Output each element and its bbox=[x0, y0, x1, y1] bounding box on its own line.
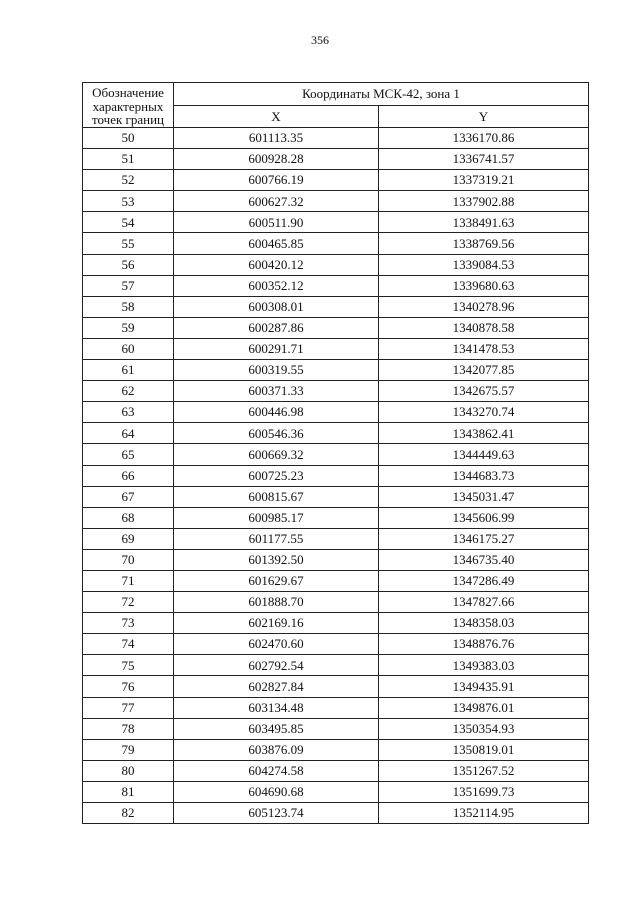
table-row bbox=[83, 781, 589, 802]
x-coordinate-cell: 600420.12 bbox=[174, 254, 379, 275]
x-coordinate-cell: 600669.32 bbox=[174, 444, 379, 465]
point-number-cell: 60 bbox=[83, 338, 174, 359]
table-row bbox=[83, 718, 589, 739]
table-row bbox=[83, 549, 589, 570]
table-row bbox=[83, 760, 589, 781]
y-coordinate-cell: 1351267.52 bbox=[379, 760, 589, 781]
table-row bbox=[83, 317, 589, 338]
point-number-cell: 70 bbox=[83, 549, 174, 570]
point-number-cell: 68 bbox=[83, 507, 174, 528]
table-row bbox=[83, 465, 589, 486]
x-coordinate-cell: 600511.90 bbox=[174, 212, 379, 233]
y-coordinate-cell: 1341478.53 bbox=[379, 338, 589, 359]
point-number-cell: 57 bbox=[83, 275, 174, 296]
table-body bbox=[83, 128, 589, 824]
x-coordinate-cell: 600352.12 bbox=[174, 275, 379, 296]
point-number-cell: 82 bbox=[83, 803, 174, 824]
table-row bbox=[83, 233, 589, 254]
y-coordinate-cell: 1342077.85 bbox=[379, 360, 589, 381]
x-coordinate-cell: 601113.35 bbox=[174, 128, 379, 149]
y-coordinate-cell: 1344683.73 bbox=[379, 465, 589, 486]
y-coordinate-cell: 1339680.63 bbox=[379, 275, 589, 296]
table-row bbox=[83, 486, 589, 507]
y-coordinate-cell: 1349383.03 bbox=[379, 655, 589, 676]
y-coordinate-cell: 1342675.57 bbox=[379, 381, 589, 402]
table-row bbox=[83, 507, 589, 528]
x-coordinate-cell: 602169.16 bbox=[174, 613, 379, 634]
table-row bbox=[83, 634, 589, 655]
coordinates-group-header: Координаты МСК-42, зона 1 bbox=[174, 83, 589, 106]
point-number-cell: 67 bbox=[83, 486, 174, 507]
x-coordinate-cell: 600371.33 bbox=[174, 381, 379, 402]
x-coordinate-cell: 602827.84 bbox=[174, 676, 379, 697]
table-row bbox=[83, 739, 589, 760]
coordinates-table bbox=[82, 82, 589, 824]
table-row bbox=[83, 212, 589, 233]
point-number-cell: 61 bbox=[83, 360, 174, 381]
x-coordinate-cell: 600985.17 bbox=[174, 507, 379, 528]
table-row bbox=[83, 128, 589, 149]
table-row bbox=[83, 676, 589, 697]
table-row bbox=[83, 149, 589, 170]
x-coordinate-cell: 602470.60 bbox=[174, 634, 379, 655]
point-number-cell: 66 bbox=[83, 465, 174, 486]
y-coordinate-cell: 1340878.58 bbox=[379, 317, 589, 338]
x-coordinate-cell: 603876.09 bbox=[174, 739, 379, 760]
point-number-cell: 77 bbox=[83, 697, 174, 718]
y-coordinate-cell: 1350354.93 bbox=[379, 718, 589, 739]
point-number-cell: 80 bbox=[83, 760, 174, 781]
table-row bbox=[83, 402, 589, 423]
y-coordinate-cell: 1339084.53 bbox=[379, 254, 589, 275]
y-coordinate-cell: 1337319.21 bbox=[379, 170, 589, 191]
point-number-cell: 74 bbox=[83, 634, 174, 655]
x-coordinate-cell: 601888.70 bbox=[174, 592, 379, 613]
x-coordinate-cell: 600291.71 bbox=[174, 338, 379, 359]
x-coordinate-cell: 604274.58 bbox=[174, 760, 379, 781]
table-row bbox=[83, 338, 589, 359]
y-coordinate-cell: 1346175.27 bbox=[379, 528, 589, 549]
x-coordinate-cell: 600446.98 bbox=[174, 402, 379, 423]
x-coordinate-cell: 601392.50 bbox=[174, 549, 379, 570]
table-row bbox=[83, 296, 589, 317]
x-coordinate-cell: 600928.28 bbox=[174, 149, 379, 170]
y-coordinate-cell: 1349435.91 bbox=[379, 676, 589, 697]
point-number-cell: 50 bbox=[83, 128, 174, 149]
y-coordinate-cell: 1349876.01 bbox=[379, 697, 589, 718]
x-coordinate-cell: 600465.85 bbox=[174, 233, 379, 254]
point-number-cell: 81 bbox=[83, 781, 174, 802]
y-coordinate-cell: 1338769.56 bbox=[379, 233, 589, 254]
x-coordinate-cell: 601177.55 bbox=[174, 528, 379, 549]
point-number-cell: 62 bbox=[83, 381, 174, 402]
x-coordinate-cell: 600319.55 bbox=[174, 360, 379, 381]
table-row bbox=[83, 191, 589, 212]
table-row bbox=[83, 444, 589, 465]
table-row bbox=[83, 360, 589, 381]
y-coordinate-cell: 1343270.74 bbox=[379, 402, 589, 423]
point-number-cell: 72 bbox=[83, 592, 174, 613]
point-number-cell: 79 bbox=[83, 739, 174, 760]
y-coordinate-cell: 1344449.63 bbox=[379, 444, 589, 465]
table-row bbox=[83, 570, 589, 591]
x-coordinate-cell: 601629.67 bbox=[174, 570, 379, 591]
point-number-cell: 53 bbox=[83, 191, 174, 212]
point-number-cell: 56 bbox=[83, 254, 174, 275]
x-coordinate-cell: 603495.85 bbox=[174, 718, 379, 739]
x-coordinate-cell: 605123.74 bbox=[174, 803, 379, 824]
y-coordinate-cell: 1340278.96 bbox=[379, 296, 589, 317]
y-coordinate-cell: 1351699.73 bbox=[379, 781, 589, 802]
table-row bbox=[83, 275, 589, 296]
y-coordinate-cell: 1345031.47 bbox=[379, 486, 589, 507]
y-coordinate-cell: 1352114.95 bbox=[379, 803, 589, 824]
y-coordinate-cell: 1347286.49 bbox=[379, 570, 589, 591]
point-number-cell: 76 bbox=[83, 676, 174, 697]
point-number-cell: 78 bbox=[83, 718, 174, 739]
x-coordinate-cell: 604690.68 bbox=[174, 781, 379, 802]
point-number-cell: 58 bbox=[83, 296, 174, 317]
point-number-cell: 69 bbox=[83, 528, 174, 549]
point-number-cell: 52 bbox=[83, 170, 174, 191]
x-column-header: X bbox=[174, 106, 379, 128]
table-row bbox=[83, 803, 589, 824]
point-designation-header: Обозначение характерных точек границ bbox=[83, 83, 174, 128]
point-number-cell: 75 bbox=[83, 655, 174, 676]
table-row bbox=[83, 254, 589, 275]
table-row bbox=[83, 381, 589, 402]
point-number-cell: 64 bbox=[83, 423, 174, 444]
x-coordinate-cell: 600627.32 bbox=[174, 191, 379, 212]
point-number-cell: 51 bbox=[83, 149, 174, 170]
table-row bbox=[83, 592, 589, 613]
y-coordinate-cell: 1336170.86 bbox=[379, 128, 589, 149]
table-row bbox=[83, 697, 589, 718]
table-row bbox=[83, 655, 589, 676]
y-coordinate-cell: 1337902.88 bbox=[379, 191, 589, 212]
x-coordinate-cell: 602792.54 bbox=[174, 655, 379, 676]
point-number-cell: 59 bbox=[83, 317, 174, 338]
x-coordinate-cell: 600308.01 bbox=[174, 296, 379, 317]
point-number-cell: 71 bbox=[83, 570, 174, 591]
table-row bbox=[83, 170, 589, 191]
y-coordinate-cell: 1345606.99 bbox=[379, 507, 589, 528]
y-coordinate-cell: 1343862.41 bbox=[379, 423, 589, 444]
y-coordinate-cell: 1336741.57 bbox=[379, 149, 589, 170]
x-coordinate-cell: 603134.48 bbox=[174, 697, 379, 718]
y-coordinate-cell: 1348358.03 bbox=[379, 613, 589, 634]
x-coordinate-cell: 600766.19 bbox=[174, 170, 379, 191]
y-column-header: Y bbox=[379, 106, 589, 128]
point-number-cell: 54 bbox=[83, 212, 174, 233]
x-coordinate-cell: 600815.67 bbox=[174, 486, 379, 507]
point-number-cell: 73 bbox=[83, 613, 174, 634]
y-coordinate-cell: 1347827.66 bbox=[379, 592, 589, 613]
table-row bbox=[83, 613, 589, 634]
y-coordinate-cell: 1348876.76 bbox=[379, 634, 589, 655]
x-coordinate-cell: 600725.23 bbox=[174, 465, 379, 486]
x-coordinate-cell: 600287.86 bbox=[174, 317, 379, 338]
page-number: 356 bbox=[311, 33, 329, 47]
point-number-cell: 65 bbox=[83, 444, 174, 465]
y-coordinate-cell: 1350819.01 bbox=[379, 739, 589, 760]
y-coordinate-cell: 1346735.40 bbox=[379, 549, 589, 570]
table-row bbox=[83, 423, 589, 444]
point-number-cell: 55 bbox=[83, 233, 174, 254]
table-row bbox=[83, 528, 589, 549]
x-coordinate-cell: 600546.36 bbox=[174, 423, 379, 444]
y-coordinate-cell: 1338491.63 bbox=[379, 212, 589, 233]
point-number-cell: 63 bbox=[83, 402, 174, 423]
